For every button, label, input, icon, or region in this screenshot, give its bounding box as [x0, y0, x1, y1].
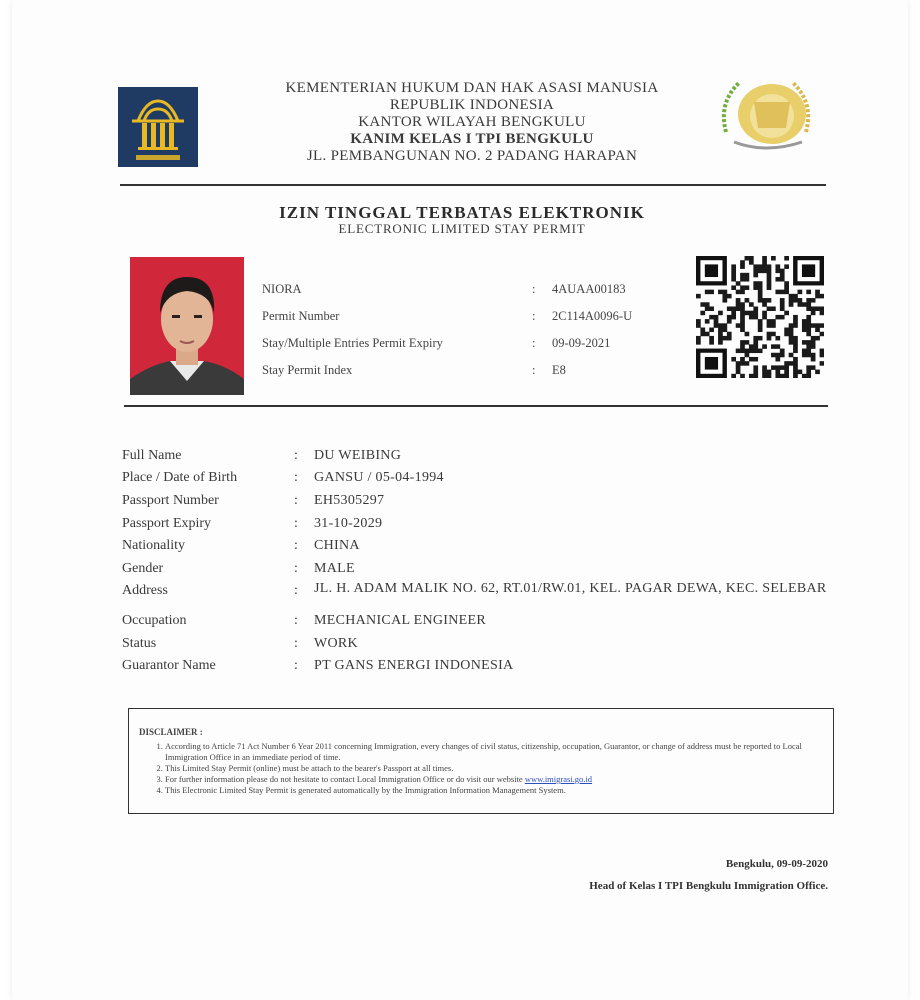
header-divider [120, 184, 826, 186]
info-label: Address [122, 583, 168, 598]
info-label: Passport Number [122, 493, 219, 508]
info-label: Full Name [122, 448, 182, 463]
info-colon: : [294, 448, 298, 463]
permit-value: 2C114A0096-U [552, 309, 633, 323]
info-colon: : [294, 658, 298, 673]
garuda-emblem-icon [714, 72, 818, 158]
disclaimer-item [165, 774, 825, 785]
header-ministry: KEMENTERIAN HUKUM DAN HAK ASASI MANUSIA [285, 80, 659, 96]
permit-label: Stay/Multiple Entries Permit Expiry [262, 336, 443, 350]
document-page [12, 0, 908, 1000]
permit-value: 4AUAA00183 [552, 282, 626, 296]
permit-label: NIORA [262, 282, 302, 296]
disclaimer-title: DISCLAIMER : [139, 727, 203, 737]
disclaimer-box [128, 708, 834, 814]
info-colon: : [294, 613, 298, 628]
header-country: REPUBLIK INDONESIA [389, 97, 555, 113]
disclaimer-item: 1. According to Article 71 Act Number 6 Year 2011 concerning Immigration, every changes of civil status, citizenship, occupation, Guarantor, or change of address must be reported to Local Immigration Office in an immediate period of time. [165, 741, 825, 763]
permit-row-permit-number [262, 309, 702, 329]
disclaimer-item: 2. This Limited Stay Permit (online) must be attach to the bearer's Passport at all times. [165, 763, 825, 774]
permit-row-niora [262, 282, 702, 302]
header-office-name: KANIM KELAS I TPI BENGKULU [350, 131, 594, 147]
signature-place-date: Bengkulu, 09-09-2020 [725, 858, 828, 870]
info-label: Guarantor Name [122, 658, 216, 673]
info-colon: : [294, 470, 298, 485]
website-link[interactable]: www.imigrasi.go.id [524, 774, 593, 784]
permit-label: Stay Permit Index [262, 363, 353, 377]
info-value: DU WEIBING [314, 448, 402, 463]
office-header [232, 80, 712, 165]
info-colon: : [294, 516, 298, 531]
header-regional-office: KANTOR WILAYAH BENGKULU [358, 114, 586, 130]
ministry-logo-icon [118, 87, 198, 167]
permit-row-index [262, 363, 702, 383]
permit-colon: : [532, 309, 536, 323]
disclaimer-list [139, 741, 825, 796]
info-value: MALE [314, 561, 355, 576]
info-value: GANSU / 05-04-1994 [314, 470, 444, 485]
info-value: 31-10-2029 [314, 516, 383, 531]
permit-divider [124, 405, 828, 407]
info-label: Nationality [122, 538, 185, 553]
permit-colon: : [532, 363, 536, 377]
info-colon: : [294, 561, 298, 576]
info-value: WORK [314, 636, 358, 651]
header-address: JL. PEMBANGUNAN NO. 2 PADANG HARAPAN [306, 148, 638, 164]
permit-value: E8 [552, 363, 566, 377]
info-label: Passport Expiry [122, 516, 212, 531]
info-label: Status [122, 636, 157, 651]
info-value: CHINA [314, 538, 360, 553]
info-colon: : [294, 583, 298, 598]
info-label: Gender [122, 561, 164, 576]
disclaimer-item: 4. This Electronic Limited Stay Permit is generated automatically by the Immigration Information Management System. [165, 785, 825, 796]
info-colon: : [294, 493, 298, 508]
qr-code-icon [696, 256, 824, 378]
document-title: IZIN TINGGAL TERBATAS ELEKTRONIK [279, 203, 645, 222]
disclaimer-item-text: For further information please do not hesitate to contact Local Immigration Office or do visit our website [165, 774, 523, 784]
info-value: EH5305297 [314, 493, 385, 508]
info-label: Place / Date of Birth [122, 470, 238, 485]
info-colon: : [294, 538, 298, 553]
info-value: PT GANS ENERGI INDONESIA [314, 658, 514, 673]
permit-label: Permit Number [262, 309, 340, 323]
signature-office: Head of Kelas I TPI Bengkulu Immigration Office. [589, 880, 828, 892]
info-label: Occupation [122, 613, 187, 628]
permit-value: 09-09-2021 [552, 336, 611, 350]
info-colon: : [294, 636, 298, 651]
permit-row-expiry [262, 336, 702, 356]
permit-colon: : [532, 282, 536, 296]
holder-photo [130, 257, 244, 395]
document-subtitle: ELECTRONIC LIMITED STAY PERMIT [338, 221, 586, 236]
permit-sheet [12, 0, 908, 1000]
info-value: JL. H. ADAM MALIK NO. 62, RT.01/RW.01, KEL. PAGAR DEWA, KEC. SELEBAR [314, 581, 827, 596]
info-value: MECHANICAL ENGINEER [314, 613, 486, 628]
permit-colon: : [532, 336, 536, 350]
